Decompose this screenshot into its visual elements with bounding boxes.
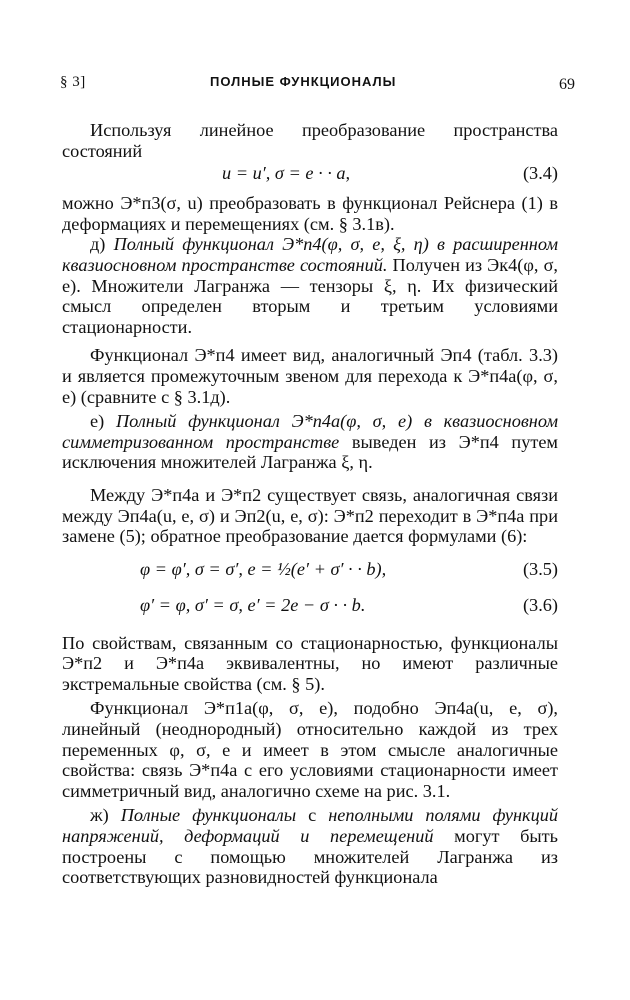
item-label-e: е) (90, 411, 116, 432)
paragraph-linear: Функционал Э*п1а(φ, σ, e), подобно Эп4а(u, e, σ), линейный (неоднородный) относительно каждой из трех переменных φ, σ, e и имеет в этом смысле аналогичные свойства: связь Э*п4а с его условиями стационарности имеет симметричный вид, аналогично схеме на рис. 3.1. (62, 698, 558, 801)
equation-number: (3.4) (522, 163, 558, 184)
equation-formula: φ = φ′, σ = σ′, e = ½(e′ + σ′ · · b), (140, 558, 387, 579)
page-body (62, 120, 558, 888)
page-header (60, 70, 575, 94)
paragraph-reissner: можно Э*п3(σ, u) преобразовать в функционал Рейснера (1) в деформациях и перемещениях (см. § 3.1в). (62, 193, 558, 234)
item-text-zh: могут быть построены с помощью множителей Лагранжа из соответствующих разновидностей функционала (62, 826, 559, 888)
item-title2-zh: неполными полями функций напряжений, деформаций и перемещений (62, 805, 558, 847)
paragraph-e (62, 411, 558, 473)
paragraph-intro: Используя линейное преобразование пространства состояний (62, 120, 558, 161)
paragraph-relation: Между Э*п4а и Э*п2 существует связь, аналогичная связи между Эп4а(u, e, σ) и Эп2(u, e, σ): Э*п2 переходит в Э*п4а при замене (5); обратное преобразование дается формулами (6): (62, 484, 558, 547)
section-number: § 3] (60, 74, 86, 90)
item-label-zh: ж) (90, 805, 121, 826)
paragraph-d (62, 234, 558, 337)
paragraph-zh (62, 805, 558, 887)
paragraph-functional: Функционал Э*п4 имеет вид, аналогичный Эп4 (табл. 3.3) и является промежуточным звеном для перехода к Э*п4а(φ, σ, e) (сравните с § 3.1д). (62, 345, 558, 407)
item-label-d: д) (90, 234, 114, 255)
item-connector-zh: с (296, 805, 329, 826)
paragraph-properties: По свойствам, связанным со стационарностью, функционалы Э*п2 и Э*п4а эквивалентны, но имеют различные экстремальные свойства (см. § 5). (62, 632, 558, 694)
item-title-zh: Полные функционалы (120, 805, 297, 826)
page-number: 69 (559, 76, 575, 93)
equation-formula: φ′ = φ, σ′ = σ, e′ = 2e − σ · · b. (140, 594, 366, 615)
equation-3-4 (62, 161, 558, 189)
item-title-e: Полный функционал Э*п4а(φ, σ, e) в квазиосновном симметризованном пространстве (62, 411, 558, 452)
equation-number: (3.6) (522, 594, 558, 615)
running-title: ПОЛНЫЕ ФУНКЦИОНАЛЫ (210, 74, 397, 89)
equation-3-6 (62, 593, 558, 621)
item-title-d: Полный функционал Э*п4(φ, σ, e, ξ, η) в расширенном квазиосновном пространстве состояний. (62, 234, 558, 275)
equation-3-5 (62, 557, 558, 585)
equation-number: (3.5) (522, 558, 558, 579)
item-text-e: выведен из Э*п4 путем исключения множителей Лагранжа ξ, η. (62, 431, 559, 473)
item-text-d: Получен из Эк4(φ, σ, e). Множители Лагранжа — тензоры ξ, η. Их физический смысл определен вторым и третьим условиями стационарности. (62, 254, 558, 337)
equation-formula: u = u′, σ = e · · a, (222, 163, 351, 184)
